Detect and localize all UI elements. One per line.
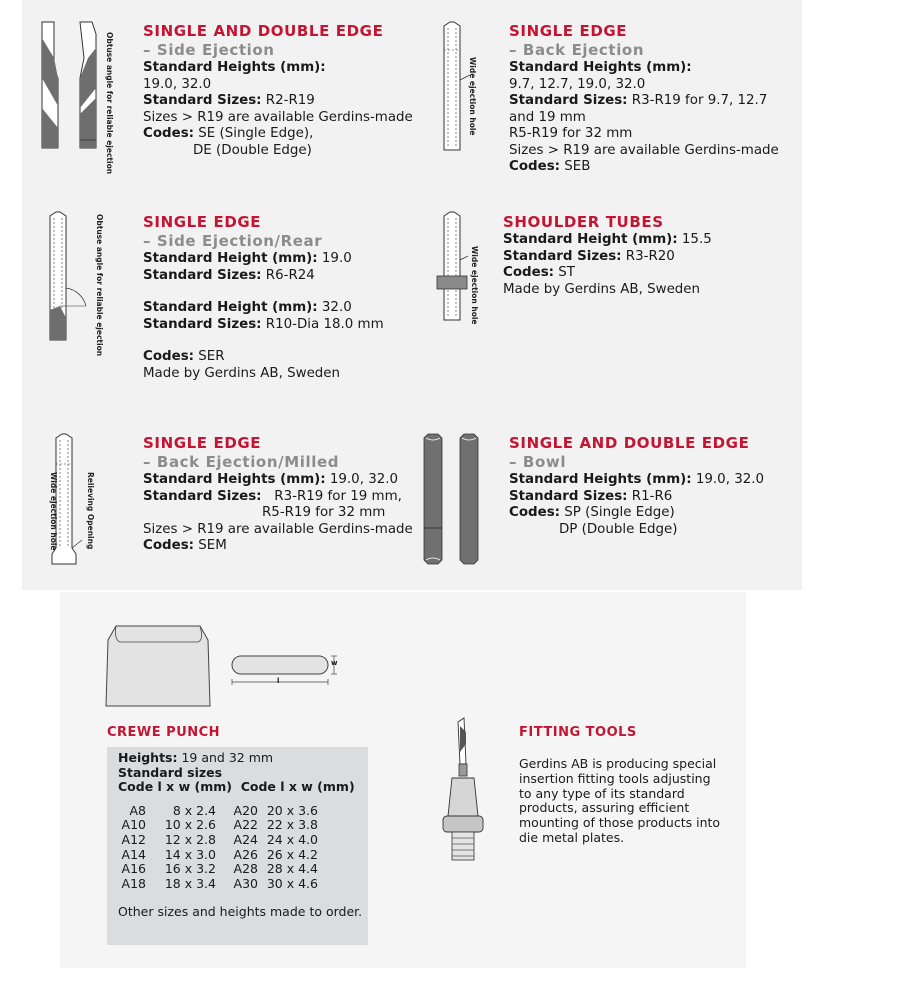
relieving-opening-label [84, 472, 98, 568]
heights-value: 19 and 32 mm [177, 750, 274, 765]
wide-hole-label-1 [466, 57, 480, 136]
crewe-footer-note: Other sizes and heights made to order. [118, 904, 363, 920]
table-row [118, 877, 318, 892]
heights-label: Heights: [118, 750, 178, 765]
description-line: products, assuring efficient [519, 800, 690, 816]
sizes-note: Sizes > R19 are available Gerdins-made [143, 109, 413, 125]
column-header-right: Code l x w (mm) [240, 779, 355, 795]
heights-label: Standard Heights (mm): [143, 60, 326, 75]
codes-label: Codes: [509, 159, 561, 174]
heights-label: Standard Heights (mm): [509, 472, 692, 487]
fitting-tools-title: FITTING TOOLS [519, 725, 637, 740]
heights-value: 9.7, 12.7, 19.0, 32.0 [509, 76, 646, 92]
size-code: A16 [121, 861, 146, 877]
height-label: Standard Height (mm): [503, 232, 678, 247]
codes-value: SEB [560, 159, 591, 174]
crewe-sizes-box [107, 747, 368, 945]
description-line: to any type of its standard [519, 785, 685, 801]
heights-label: Standard Heights (mm): [509, 60, 692, 75]
maker-note: Made by Gerdins AB, Sweden [503, 281, 701, 297]
sizes-value: R3-R19 for 19 mm, [261, 488, 402, 504]
product-subtitle: – Side Ejection [143, 41, 275, 59]
figure-label-wide-ejection-hole: Wide ejection hole [468, 57, 477, 136]
sizes-value: R6-R24 [261, 267, 315, 283]
size-code: A20 [233, 802, 258, 818]
bowl-punch-figure [422, 432, 484, 566]
size-dimensions: 12 x 2.8 [164, 831, 216, 847]
description-line: die metal plates. [519, 829, 625, 845]
heights-label: Standard Heights (mm): [143, 472, 326, 487]
sizes-note: Sizes > R19 are available Gerdins-made [143, 521, 413, 537]
product-shoulder-tubes [503, 213, 712, 298]
product-subtitle: – Bowl [509, 453, 567, 471]
size-dimensions: 28 x 4.4 [266, 861, 318, 877]
size-code: A28 [233, 861, 258, 877]
obtuse-angle-label-2 [93, 214, 107, 357]
size-code: A10 [121, 817, 146, 833]
figure-label-obtuse-angle: Obtuse angle for reliable ejection [95, 214, 104, 357]
sizes-label: Standard Sizes: [509, 93, 628, 108]
sizes-value: R2-R19 [261, 93, 315, 108]
height-label: Standard Height (mm): [143, 300, 318, 315]
heights-value: 19.0, 32.0 [143, 76, 212, 92]
sizes-value-3: R5-R19 for 32 mm [509, 126, 633, 141]
dim-w-label: w [331, 659, 338, 667]
fitting-tool-figure [438, 716, 494, 866]
standard-sizes-heading: Standard sizes [118, 764, 223, 780]
size-dimensions: 8 x 2.4 [172, 802, 216, 818]
sizes-value: R3-R20 [621, 248, 675, 264]
sizes-value: R1-R6 [627, 488, 673, 504]
size-dimensions: 24 x 4.0 [266, 831, 318, 847]
figure-label-wide-ejection-hole: Wide ejection hole [49, 472, 58, 551]
product-title: SINGLE EDGE [143, 434, 262, 452]
size-dimensions: 30 x 4.6 [266, 875, 318, 891]
crewe-punch-figure [104, 622, 214, 708]
codes-label: Codes: [503, 265, 555, 280]
table-row [118, 833, 318, 848]
sizes-label: Standard Sizes: [503, 248, 622, 264]
size-dimensions: 20 x 3.6 [266, 802, 318, 818]
size-code: A14 [121, 846, 146, 862]
codes-value: SP (Single Edge) [560, 505, 675, 520]
product-subtitle: – Side Ejection/Rear [143, 232, 323, 250]
side-ejection-rear-punch-figure [46, 210, 92, 344]
sizes-value-2: R5-R19 for 32 mm [262, 505, 386, 520]
codes-label: Codes: [143, 538, 195, 553]
sizes-label: Standard Sizes: [143, 316, 262, 332]
height-value: 15.5 [677, 232, 712, 247]
product-back-ejection-milled [143, 434, 413, 555]
description-line: Gerdins AB is producing special [519, 756, 717, 771]
codes-value: SER [194, 349, 225, 364]
codes-value: SEM [194, 538, 227, 553]
sizes-label: Standard Sizes: [143, 488, 262, 504]
height-value: 19.0 [317, 251, 352, 266]
description-line: mounting of those products into [519, 815, 721, 831]
crewe-punch-section-figure [228, 648, 348, 692]
obtuse-angle-label-1 [98, 32, 114, 175]
product-title: SINGLE EDGE [143, 213, 262, 231]
size-code: A8 [129, 802, 146, 818]
product-title: SINGLE AND DOUBLE EDGE [509, 434, 750, 452]
sizes-value: R10-Dia 18.0 mm [261, 316, 384, 332]
codes-value: ST [554, 265, 575, 280]
size-code: A30 [233, 875, 258, 891]
table-row [118, 848, 318, 863]
table-row [118, 818, 318, 833]
sizes-label: Standard Sizes: [143, 93, 262, 108]
maker-note: Made by Gerdins AB, Sweden [143, 365, 341, 381]
size-dimensions: 18 x 3.4 [164, 875, 216, 891]
sizes-value: R3-R19 for 9.7, 12.7 [627, 93, 768, 108]
size-code: A12 [121, 831, 146, 847]
crewe-punch-title: CREWE PUNCH [107, 725, 221, 740]
product-bowl [509, 434, 764, 538]
codes-value-2: DE (Double Edge) [193, 142, 312, 158]
product-title: SINGLE AND DOUBLE EDGE [143, 22, 384, 40]
product-back-ejection [509, 22, 779, 176]
sizes-label: Standard Sizes: [509, 488, 628, 504]
codes-value-2: DP (Double Edge) [559, 521, 678, 537]
dim-l-label: l [277, 677, 280, 685]
size-dimensions: 14 x 3.0 [164, 846, 216, 862]
sizes-label: Standard Sizes: [143, 267, 262, 283]
size-dimensions: 16 x 3.2 [164, 861, 216, 877]
codes-label: Codes: [143, 126, 195, 141]
height-value: 32.0 [317, 300, 352, 315]
codes-label: Codes: [509, 505, 561, 520]
heights-value: 19.0, 32.0 [325, 472, 399, 487]
product-subtitle: – Back Ejection [509, 41, 645, 59]
figure-label-relieving-opening: Relieving Opening [86, 472, 95, 550]
wide-hole-label-2 [468, 246, 482, 325]
codes-value: SE (Single Edge), [194, 126, 314, 141]
size-code: A26 [233, 846, 258, 862]
product-title: SHOULDER TUBES [503, 213, 664, 231]
codes-label: Codes: [143, 349, 195, 364]
heights-value: 19.0, 32.0 [691, 472, 765, 487]
size-dimensions: 22 x 3.8 [266, 817, 318, 833]
size-code: A24 [233, 831, 258, 847]
fitting-tools-description [519, 757, 749, 846]
figure-label-wide-ejection-hole: Wide ejection hole [470, 246, 479, 325]
size-dimensions: 10 x 2.6 [164, 817, 216, 833]
product-title: SINGLE EDGE [509, 22, 628, 40]
product-side-ejection-rear [143, 213, 384, 382]
product-side-ejection [143, 22, 413, 159]
crewe-sizes-table [118, 804, 318, 892]
table-row [118, 804, 318, 819]
size-code: A18 [121, 875, 146, 891]
product-subtitle: – Back Ejection/Milled [143, 453, 340, 471]
size-dimensions: 26 x 4.2 [266, 846, 318, 862]
description-line: insertion fitting tools adjusting [519, 770, 711, 786]
sizes-value-2: and 19 mm [509, 109, 586, 125]
table-row [118, 862, 318, 877]
figure-label-obtuse-angle: Obtuse angle for reliable ejection [105, 32, 114, 175]
wide-hole-label-3 [41, 472, 58, 568]
column-header-left: Code l x w (mm) [118, 779, 232, 795]
height-label: Standard Height (mm): [143, 251, 318, 266]
sizes-note: Sizes > R19 are available Gerdins-made [509, 142, 779, 158]
size-code: A22 [233, 817, 258, 833]
